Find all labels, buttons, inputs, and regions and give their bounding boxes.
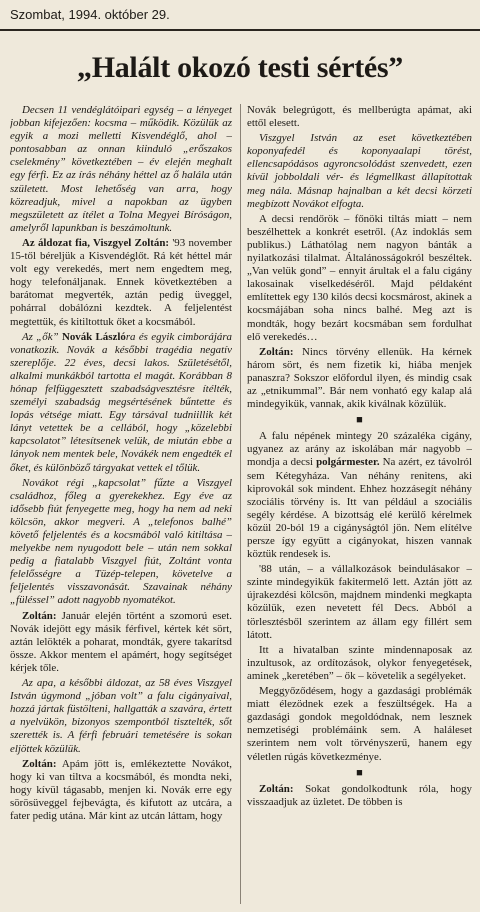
article-headline: „Halált okozó testi sértés” bbox=[77, 51, 403, 84]
section-separator: ■ bbox=[356, 766, 363, 779]
paragraph bbox=[247, 563, 472, 642]
paragraph-text: Novákot régi „kapcsolat” fűzte a Viszgyel családhoz, főleg a gyerekekhez. Egy éve az idősebb fiút fenyegette meg, hogy ha nem ad neki kölcsön, akkor megveri. A „telefonos balhé” követő feljelentés és a kocsmából való kitiltása – melyekbe nem nyugodott bele – után nem sokkal pedig a fiatalabb Viszgyel fiút, Zoltánt vonta felelősségre a Tüzép-telepen, követelve a feljelentés visszavonását. Szavainak néhány „füléssel” adott nagyobb nyomatékot. bbox=[10, 476, 232, 607]
paragraph bbox=[247, 104, 472, 130]
paragraph bbox=[247, 644, 472, 683]
paragraph-text: Sokat gondolkodtunk róla, hogy visszaadjuk az üzletet. De többen is bbox=[247, 782, 472, 808]
paragraph bbox=[247, 346, 472, 411]
paragraph-text: Január elején történt a szomorú eset. Novák idejött egy másik férfivel, kértek két sört, aztán lelökték a poharat, mondták, gyere takarítsd össze. Akkor mentem el apámért, hogy segítséget kérjek tőle. bbox=[10, 609, 232, 674]
paragraph-text: '88 után, – a vállalkozások beindulásakor – szinte mindegyikük fakitermelő lett. Aztán jött az újrakezdési kölcsön, majdnem mindenki megkapta közülük, ezen nevetett fél Decs. Abból a törlesztésből szerintem az állam egy fillért sem látott. bbox=[247, 563, 472, 641]
paragraph-text: A falu népének mintegy 20 százaléka cigány, ugyanez az arány az iskolában már nagyobb – mondja a decsi bbox=[247, 430, 472, 469]
paragraph bbox=[247, 783, 472, 809]
paragraph-text: Apám jött is, emlékeztette Novákot, hogy ki van tiltva a kocsmából, és mondta neki, hogy kívül tágasabb, menjen ki. Novák erre egy sörösüveggel fejbevágta, és kifutott az utcára, a fater pedig utána. Már kint az utcán láttam, hogy bbox=[10, 757, 232, 822]
intro-text: Decsen 11 vendéglátóipari egység – a lényeget jobban kifejezően: kocsma – működik. Közülük az egyik a mozi melletti Kisvendéglő, ahol – pontosabban az onnan kiinduló „erőszakos cselekmény” következtében – év elején meghalt egy férfi. Ez az írás néhány héttel az ő halála után született. Most lehetőség van arra, hogy közreadjuk, mivel a napokban az ügyben megszületett az ítélet a Tolna Megyei Bíróságon, amelyről lapunkban is beszámoltunk. bbox=[10, 104, 232, 234]
paragraph bbox=[10, 610, 232, 675]
section-separator: ■ bbox=[356, 414, 363, 427]
speaker-name: Zoltán: bbox=[22, 609, 57, 622]
paragraph-text: Viszgyel István az eset következtében koponyafedél és koponyaalapi törést, ellencsapódásos agyroncsolódást szenvedett, ezen kívül jobboldali vér- és légmellkast állapítottak meg nála. Másnap hajnalban a két decsi körzeti megbízott Novákot elfogta. bbox=[247, 132, 472, 210]
paragraph-text: '93 november 15-től béreljük a Kisvendéglőt. Rá két héttel már volt egy verekedés, mert nem engedtem meg, hogy telefonáljanak. Ennek következtében a barátomat megverték, aztán pedig üveggel, pohárral dobálózni kezdtek. A feljelentést megtettük, és kitiltottuk őket a kocsmából. bbox=[10, 236, 232, 328]
paragraph bbox=[10, 104, 232, 235]
paragraph-lead: Az „ők” bbox=[22, 330, 62, 343]
paragraph-text: A decsi rendőrök – főnöki tiltás miatt – nem beszélhettek a konkrét esetről. (Az indoklás sem publikus.) Láthatólag nem nagyon bánták a nyilatkozási tilalmat. Általánosságokról beszéltek. „Van velük gond” – ennyit árultak el a falu cigány lakosainak viselkedéséről. Majd példaként említettek egy 130 kilós decsi kocsmárost, akinek a kocsmájában soha nincs balhé. Meg azt is mondták, hogy bezárt kocsmában sem fordulhat elő verekedés… bbox=[247, 212, 472, 343]
speaker-name: Zoltán: bbox=[259, 345, 294, 358]
header-rule bbox=[0, 29, 480, 31]
speaker-title: polgármester. bbox=[316, 456, 380, 469]
paragraph-text: Az apa, a későbbi áldozat, az 58 éves Viszgyel István úgymond „jóban volt” a falu cigányaival, hozzá jártak füstölteni, hallgatták a szavára, értett a nyelvükön, bizonyos szempontból tisztelték, sőt szerették is. A férfi februári temetésére is sokan eljöttek közülük. bbox=[10, 677, 232, 755]
dateline: Szombat, 1994. október 29. bbox=[10, 7, 170, 22]
speaker-name: Zoltán: bbox=[22, 757, 57, 770]
paragraph bbox=[10, 758, 232, 823]
paragraph-text: ra és egyik cimborájára vonatkozik. Novák a későbbi tragédia negatív szereplője. 22 éves, decsi lakos. Születésétől, alkalmi munkákból tartotta el magát. Korábban 8 hónap felfüggesztett szabadságvesztésre ítélték, személyi szabadság megsértésének bűntette és lopás vétsége miatt. Egy társával tudniillik két lányt vetettek be a cellából, hogy „közelebbi kapcsolatot” létesítsenek velük, de miután ebbe a lányok nem mentek bele, Novákék nem engedték el őket, és különböző tárgyakat vettek el tőlük. bbox=[10, 330, 232, 474]
paragraph bbox=[10, 237, 232, 329]
paragraph bbox=[10, 677, 232, 756]
left-column bbox=[10, 104, 232, 912]
paragraph bbox=[247, 213, 472, 344]
speaker-name: Zoltán: bbox=[259, 782, 294, 795]
paragraph bbox=[10, 477, 232, 608]
paragraph bbox=[247, 685, 472, 764]
paragraph bbox=[247, 132, 472, 211]
person-name: Novák László bbox=[61, 330, 126, 343]
paragraph-text: Meggyőződésem, hogy a gazdasági problémák miatt élezödnek ezek a feszültségek. Ha a gazdasági gondok megoldódnak, nem lesznek nemzetiségi problémáink sem. A haláleset szerintem nem volt törvényszerű, hanem egy véletlen rúgás következménye. bbox=[247, 685, 472, 763]
column-divider bbox=[240, 104, 241, 904]
paragraph bbox=[247, 430, 472, 561]
paragraph-text: Itt a hivatalban szinte mindennaposak az inzultusok, az ordítozások, olykor fenyegetések, aminek „keretében” – ők – követelik a segélyeket. bbox=[247, 643, 472, 682]
right-column bbox=[247, 104, 472, 912]
paragraph-text: Nincs törvény ellenük. Ha kérnek három sört, és nem fizetik ki, hiába menjek panaszra? Sokszor előfordul ilyen, és mindig csak az „etnikummal”. Bár nem vonható egy kalap alá mindegyikük, vannak, akik kiválnak közülük. bbox=[247, 345, 472, 411]
paragraph bbox=[10, 331, 232, 475]
paragraph-text: Na azért, ez távolról sem Kétegyháza. Van néhány renitens, aki kiprovokál sok mindent. Ehhez hozzásegít néhány szociális törvény is. Itt van például a szociális segély kérdése. A bizottság elé kerülő kérelmek közül 20-ból 19 a cigányságtól jön. Nem elítélve persze így együtt a cigányokat, hiszen vannak köztük rendesek is. bbox=[247, 456, 472, 561]
speaker-name: Az áldozat fia, Viszgyel Zoltán: bbox=[22, 236, 170, 249]
paragraph-text: Novák belegrúgott, és mellberúgta apámat, aki ettől elesett. bbox=[247, 104, 472, 130]
